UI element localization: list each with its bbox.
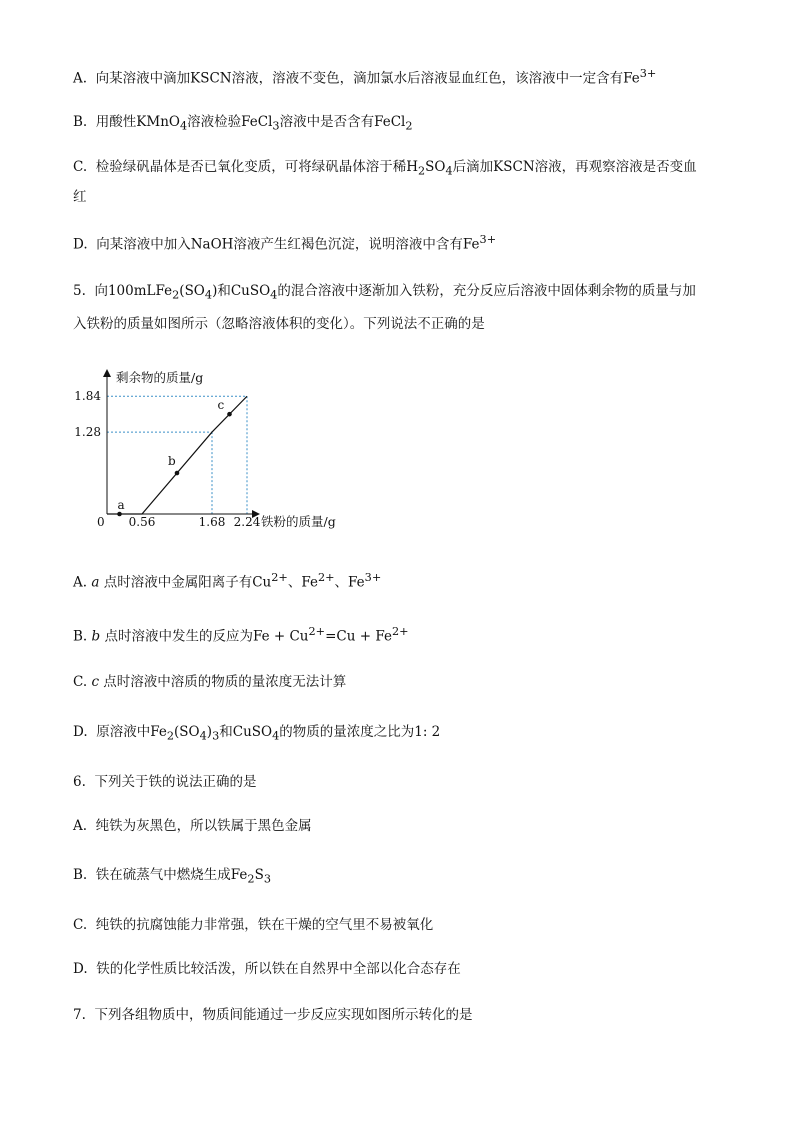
text-segment: 红	[73, 189, 87, 205]
text-sub: 4	[270, 288, 278, 302]
text-segment: B. 用酸性KMnO	[73, 114, 180, 130]
text-line	[73, 959, 461, 979]
text-segment: 7. 下列各组物质中，物质间能通过一步反应实现如图所示转化的是	[73, 1007, 473, 1023]
text-sub: 4	[204, 288, 213, 302]
text-italic: b	[91, 628, 101, 645]
text-segment: 溶液检验FeCl	[187, 114, 273, 130]
mass-chart	[72, 358, 362, 538]
text-segment: C. 检验绿矾晶体是否已氧化变质，可将绿矾晶体溶于稀H	[73, 159, 418, 175]
chart-guide-lines	[107, 396, 247, 514]
text-segment: 点时溶液中溶质的物质的量浓度无法计算	[99, 674, 347, 690]
text-sup: 2+	[271, 571, 288, 584]
x-tick-label: 1.68	[198, 515, 226, 529]
text-segment: B. 铁在硫蒸气中燃烧生成Fe	[73, 867, 248, 883]
text-segment: )和CuSO	[212, 283, 271, 299]
y-tick-label: 1.28	[74, 425, 101, 440]
point-c	[227, 412, 232, 417]
text-segment: 、Fe	[287, 574, 318, 591]
text-line	[73, 230, 496, 255]
text-sub: 4	[199, 729, 207, 743]
text-segment: 点时溶液中发生的反应为Fe + Cu	[100, 628, 309, 645]
text-sup: 3+	[639, 67, 657, 80]
text-sup: 3+	[364, 571, 382, 584]
text-segment: 溶液中是否含有FeCl	[279, 114, 406, 130]
point-b	[175, 471, 180, 476]
text-line	[73, 622, 409, 647]
series-line	[107, 396, 247, 514]
text-segment: S	[254, 867, 264, 883]
text-segment: (SO	[179, 283, 205, 299]
text-italic: c	[91, 674, 99, 690]
origin-label: 0	[97, 515, 105, 529]
x-tick-label: 2.24	[233, 515, 261, 529]
text-segment: 点时溶液中金属阳离子有Cu	[99, 574, 272, 591]
text-line	[73, 865, 271, 890]
text-line	[73, 1005, 472, 1025]
text-line	[73, 187, 87, 207]
point-label: c	[217, 398, 225, 413]
text-segment: C.	[73, 674, 92, 690]
text-segment: (SO	[174, 724, 200, 740]
text-line	[73, 772, 256, 792]
text-line	[73, 112, 413, 137]
text-line	[73, 915, 433, 935]
x-tick-label: 0.56	[128, 515, 156, 529]
text-line	[73, 64, 656, 89]
text-segment: A. 向某溶液中滴加KSCN溶液，溶液不变色，滴加氯水后溶液显血红色，该溶液中一定含有Fe	[73, 70, 640, 87]
text-sub: 4	[179, 119, 188, 133]
text-segment: D. 铁的化学性质比较活泼，所以铁在自然界中全部以化合态存在	[73, 961, 461, 977]
text-segment: 5. 向100mLFe	[73, 283, 173, 299]
text-italic: a	[91, 574, 100, 591]
text-line	[73, 722, 440, 747]
y-tick-label: 1.84	[74, 389, 101, 404]
y-axis-label: 剩余物的质量/g	[116, 370, 204, 385]
point-label: a	[117, 498, 125, 512]
text-sub: 4	[272, 729, 280, 743]
text-sup: 2+	[308, 625, 326, 638]
point-label: b	[168, 454, 176, 469]
text-sup: 3+	[479, 233, 497, 246]
text-segment: 、Fe	[334, 574, 365, 591]
text-segment: B.	[73, 628, 92, 645]
text-sup: 2+	[391, 625, 409, 638]
text-sub: 4	[445, 164, 453, 178]
text-segment: D. 向某溶液中加入NaOH溶液产生红褐色沉淀，说明溶液中含有Fe	[73, 236, 480, 253]
text-segment: C. 纯铁的抗腐蚀能力非常强，铁在干燥的空气里不易被氧化	[73, 917, 434, 933]
text-sub: 2	[405, 119, 413, 133]
text-line	[73, 568, 381, 593]
text-line	[73, 281, 696, 306]
text-segment: =Cu + Fe	[325, 628, 392, 645]
text-segment: A.	[73, 574, 92, 591]
text-sub: 2	[166, 729, 175, 743]
text-segment: SO	[425, 159, 446, 175]
text-segment: 的物质的量浓度之比为1: 2	[279, 724, 441, 740]
text-sub: 2	[172, 288, 180, 302]
text-segment: 入铁粉的质量如图所示（忽略溶液体积的变化）。下列说法不正确的是	[73, 316, 485, 332]
x-axis-label: 铁粉的质量/g	[261, 514, 336, 529]
text-sub: 3	[263, 872, 272, 886]
text-segment: 6. 下列关于铁的说法正确的是	[73, 774, 257, 790]
text-segment: D. 原溶液中Fe	[73, 724, 167, 740]
text-sub: 3	[272, 119, 280, 133]
text-line	[73, 816, 312, 836]
text-line	[73, 672, 346, 692]
text-sup: 2+	[317, 571, 335, 584]
text-line	[73, 314, 485, 334]
text-sub: 2	[247, 872, 255, 886]
text-segment: )	[206, 724, 213, 740]
point-a	[117, 512, 122, 517]
text-segment: 的混合溶液中逐渐加入铁粉，充分反应后溶液中固体剩余物的质量与加	[277, 283, 696, 299]
text-segment: 和CuSO	[219, 724, 273, 740]
text-sub: 3	[212, 729, 220, 743]
text-sub: 2	[418, 164, 426, 178]
text-line	[73, 157, 697, 182]
text-segment: 后滴加KSCN溶液，再观察溶液是否变血	[452, 159, 697, 175]
text-segment: A. 纯铁为灰黑色，所以铁属于黑色金属	[73, 818, 312, 834]
